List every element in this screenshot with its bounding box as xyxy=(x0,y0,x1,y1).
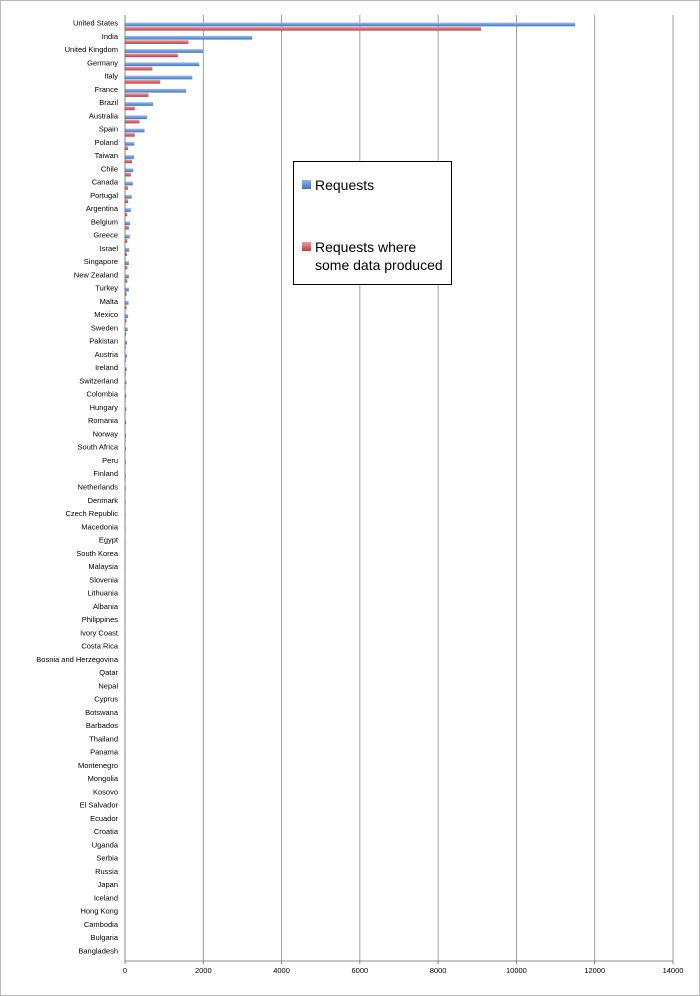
category-label-canada: Canada xyxy=(91,177,118,187)
category-label-slovenia: Slovenia xyxy=(89,575,118,585)
x-tick-labels xyxy=(123,966,684,975)
category-label-mongolia: Mongolia xyxy=(87,774,118,784)
category-label-czech-republic: Czech Republic xyxy=(65,509,118,519)
bar-requests-data-france xyxy=(125,93,148,97)
bar-requests-data-spain xyxy=(125,133,135,137)
bar-requests-united-kingdom xyxy=(125,49,203,53)
bar-requests-greece xyxy=(125,235,130,239)
category-label-bosnia-and-herzegovina: Bosnia and Herzegovina xyxy=(36,654,118,664)
category-label-croatia: Croatia xyxy=(93,827,118,837)
category-label-sweden: Sweden xyxy=(90,323,118,333)
category-label-philippines: Philippines xyxy=(81,615,118,625)
category-label-el-salvador: El Salvador xyxy=(79,800,118,810)
bar-requests-brazil xyxy=(125,102,153,106)
category-label-panama: Panama xyxy=(90,747,118,757)
bar-requests-germany xyxy=(125,62,199,66)
bar-requests-united-states xyxy=(125,23,575,27)
category-label-pakistan: Pakistan xyxy=(89,336,118,346)
category-label-poland: Poland xyxy=(94,137,118,147)
bar-requests-data-portugal xyxy=(125,199,128,203)
bar-requests-israel xyxy=(125,248,129,252)
category-label-bulgaria: Bulgaria xyxy=(90,933,118,943)
category-label-argentina: Argentina xyxy=(85,204,118,214)
category-label-qatar: Qatar xyxy=(99,668,118,678)
category-label-india: India xyxy=(101,31,118,41)
category-label-serbia: Serbia xyxy=(96,853,118,863)
category-label-peru: Peru xyxy=(102,455,118,465)
category-label-uganda: Uganda xyxy=(91,840,118,850)
category-label-spain: Spain xyxy=(98,124,118,134)
bar-requests-data-germany xyxy=(125,67,152,71)
legend-label-requests-data: Requests where some data produced xyxy=(315,239,443,273)
bar-requests-canada xyxy=(125,182,133,186)
bar-requests-poland xyxy=(125,142,134,146)
bar-requests-turkey xyxy=(125,288,129,292)
category-label-mexico: Mexico xyxy=(94,310,118,320)
legend-swatch-requests-data xyxy=(302,242,311,251)
category-label-thailand: Thailand xyxy=(89,734,118,744)
category-label-norway: Norway xyxy=(92,429,118,439)
category-label-turkey: Turkey xyxy=(95,283,118,293)
legend xyxy=(293,161,452,285)
category-label-hungary: Hungary xyxy=(89,402,118,412)
legend-item-requests-data xyxy=(302,238,453,274)
category-label-malta: Malta xyxy=(99,296,118,306)
category-label-iceland: Iceland xyxy=(93,893,118,903)
bar-requests-data-chile xyxy=(125,173,131,177)
category-label-colombia: Colombia xyxy=(86,389,118,399)
x-tick-label-12000: 12000 xyxy=(584,966,606,975)
bar-requests-argentina xyxy=(125,208,131,212)
category-label-finland: Finland xyxy=(93,469,118,479)
category-label-singapore: Singapore xyxy=(83,257,118,267)
category-label-france: France xyxy=(94,84,118,94)
category-label-macedonia: Macedonia xyxy=(81,522,118,532)
category-label-ivory-coast: Ivory Coast xyxy=(80,628,118,638)
category-label-italy: Italy xyxy=(104,71,118,81)
category-label-hong-kong: Hong Kong xyxy=(80,906,118,916)
category-label-south-africa: South Africa xyxy=(77,442,118,452)
category-label-romania: Romania xyxy=(87,416,118,426)
category-label-greece: Greece xyxy=(93,230,118,240)
bar-requests-spain xyxy=(125,129,145,133)
category-label-lithuania: Lithuania xyxy=(87,588,118,598)
x-tick-label-6000: 6000 xyxy=(351,966,369,975)
category-label-switzerland: Switzerland xyxy=(79,376,118,386)
legend-label-requests: Requests xyxy=(315,177,375,193)
category-label-israel: Israel xyxy=(99,243,118,253)
x-tick-label-10000: 10000 xyxy=(505,966,527,975)
category-labels xyxy=(36,19,119,956)
category-label-united-kingdom: United Kingdom xyxy=(64,45,118,55)
category-label-austria: Austria xyxy=(94,349,118,359)
bar-requests-sweden xyxy=(125,327,128,331)
category-label-montenegro: Montenegro xyxy=(77,760,118,770)
category-label-barbados: Barbados xyxy=(85,721,118,731)
legend-swatch-requests xyxy=(302,180,311,189)
category-label-germany: Germany xyxy=(87,58,118,68)
axes xyxy=(125,15,673,964)
category-label-south-korea: South Korea xyxy=(76,548,118,558)
category-label-ireland: Ireland xyxy=(95,363,118,373)
bar-requests-new-zealand xyxy=(125,274,129,278)
x-tick-label-8000: 8000 xyxy=(429,966,447,975)
category-label-cyprus: Cyprus xyxy=(94,694,118,704)
bar-requests-data-poland xyxy=(125,146,128,150)
bar-requests-data-taiwan xyxy=(125,159,132,163)
category-label-nepal: Nepal xyxy=(98,681,118,691)
bar-requests-data-belgium xyxy=(125,226,129,230)
bar-requests-data-australia xyxy=(125,120,139,124)
bar-requests-data-united-kingdom xyxy=(125,53,178,57)
category-label-russia: Russia xyxy=(95,866,118,876)
bar-requests-taiwan xyxy=(125,155,134,159)
category-label-chile: Chile xyxy=(100,164,118,174)
bar-requests-france xyxy=(125,89,186,93)
bar-requests-chile xyxy=(125,168,133,172)
bar-requests-australia xyxy=(125,115,147,119)
category-label-portugal: Portugal xyxy=(90,190,118,200)
bar-requests-portugal xyxy=(125,195,132,199)
bar-requests-data-italy xyxy=(125,80,160,84)
bar-requests-italy xyxy=(125,76,192,80)
bar-requests-data-canada xyxy=(125,186,128,190)
category-label-brazil: Brazil xyxy=(99,98,118,108)
category-label-new-zealand: New Zealand xyxy=(73,270,118,280)
bar-requests-mexico xyxy=(125,314,128,318)
bar-requests-singapore xyxy=(125,261,129,265)
category-label-taiwan: Taiwan xyxy=(94,151,118,161)
category-label-egypt: Egypt xyxy=(98,535,118,545)
gridlines xyxy=(203,15,673,961)
category-label-japan: Japan xyxy=(97,880,118,890)
category-label-albania: Albania xyxy=(92,601,118,611)
bar-requests-data-united-states xyxy=(125,27,481,31)
bar-requests-belgium xyxy=(125,221,130,225)
category-label-netherlands: Netherlands xyxy=(77,482,118,492)
category-label-denmark: Denmark xyxy=(87,495,118,505)
category-label-belgium: Belgium xyxy=(90,217,118,227)
category-label-australia: Australia xyxy=(88,111,118,121)
bar-requests-data-india xyxy=(125,40,188,44)
category-label-costa-rica: Costa Rica xyxy=(81,641,118,651)
bar-requests-india xyxy=(125,36,252,40)
category-label-cambodia: Cambodia xyxy=(83,919,118,929)
x-tick-label-14000: 14000 xyxy=(662,966,684,975)
legend-item-requests xyxy=(302,176,453,194)
bar-requests-data-brazil xyxy=(125,106,135,110)
category-label-kosovo: Kosovo xyxy=(92,787,118,797)
category-label-ecuador: Ecuador xyxy=(90,813,118,823)
x-tick-label-4000: 4000 xyxy=(273,966,290,975)
x-tick-label-2000: 2000 xyxy=(194,966,212,975)
category-label-united-states: United States xyxy=(72,18,118,28)
bar-requests-malta xyxy=(125,301,129,305)
x-tick-label-0: 0 xyxy=(122,966,128,975)
category-label-botswana: Botswana xyxy=(85,707,118,717)
category-label-bangladesh: Bangladesh xyxy=(78,946,118,956)
category-label-malaysia: Malaysia xyxy=(88,562,118,572)
